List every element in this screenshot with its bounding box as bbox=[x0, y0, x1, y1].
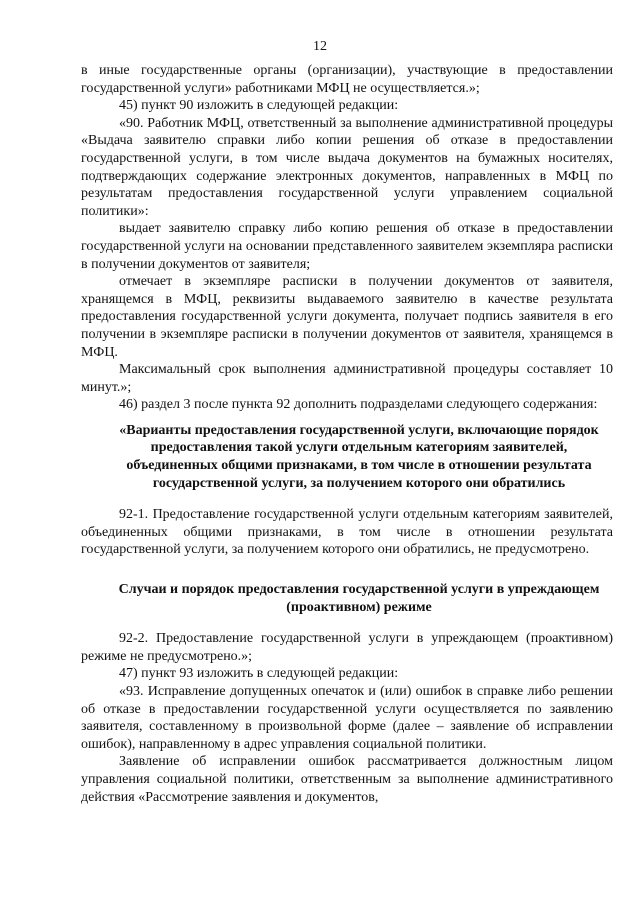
paragraph-item-45: 45) пункт 90 изложить в следующей редакции: bbox=[119, 98, 399, 114]
document-body bbox=[81, 62, 613, 806]
spacer bbox=[81, 559, 613, 573]
spacer bbox=[81, 616, 613, 630]
spacer bbox=[81, 492, 613, 506]
paragraph-max-duration: Максимальный срок выполнения административной процедуры составляет 10 минут.»; bbox=[81, 362, 613, 395]
paragraph-point-93: «93. Исправление допущенных опечаток и (или) ошибок в справке либо решении об отказе в предоставлении государственной услуги осуществляется по заявлению заявителя, составленному в произвольной форме (далее – заявление об исправлении ошибок), направленному в адрес управления социальной политики. bbox=[81, 684, 613, 752]
paragraph-point-90: «90. Работник МФЦ, ответственный за выполнение административной процедуры «Выдача заявителю справки либо копии решения об отказе в предоставлении государственной услуги, в том числе выдача документов на бумажных носителях, подтверждающих содержание электронных документов, направленных в МФЦ по результатам предоставления государственной услуги управлением социальной политики»: bbox=[81, 115, 613, 219]
section-heading-proactive: Случаи и порядок предоставления государственной услуги в упреждающем (проактивном) режиме bbox=[118, 582, 600, 615]
paragraph-error-statement: Заявление об исправлении ошибок рассматривается должностным лицом управления социальной политики, ответственным за выполнение административного действия «Рассмотрение заявления и документов, bbox=[81, 754, 613, 805]
page-number: 12 bbox=[313, 39, 327, 54]
paragraph-item-46: 46) раздел 3 после пункта 92 дополнить подразделами следующего содержания: bbox=[119, 397, 598, 413]
paragraph-item-47: 47) пункт 93 изложить в следующей редакции: bbox=[119, 666, 399, 682]
paragraph-point-92-1: 92-1. Предоставление государственной услуги отдельным категориям заявителей, объединенных общими признаками, в том числе в отношении результата государственной услуги, за получением которого они обратились, не предусмотрено. bbox=[81, 507, 613, 558]
section-heading-variants: «Варианты предоставления государственной услуги, включающие порядок предоставления такой услуги отдельным категориям заявителей, объединенных общими признаками, в том числе в отношении результата государственной услуги, за получением которого они обратились bbox=[119, 422, 599, 491]
paragraph-continuation: в иные государственные органы (организации), участвующие в предоставлении государственной услуги» работниками МФЦ не осуществляется.»; bbox=[81, 63, 613, 96]
paragraph-point-92-2: 92-2. Предоставление государственной услуги в упреждающем (проактивном) режиме не предусмотрено.»; bbox=[81, 631, 613, 664]
paragraph-mark-receipt: отмечает в экземпляре расписки в получении документов от заявителя, хранящемся в МФЦ, реквизиты выдаваемого заявителю в качестве результата предоставления государственной услуги документа, получает подпись заявителя в его получении в экземпляре расписки в получении документов от заявителя, хранящемся в МФЦ. bbox=[81, 274, 613, 360]
paragraph-issue-certificate: выдает заявителю справку либо копию решения об отказе в предоставлении государственной услуги на основании представленного заявителем экземпляра расписки в получении документов от заявителя; bbox=[81, 221, 613, 272]
